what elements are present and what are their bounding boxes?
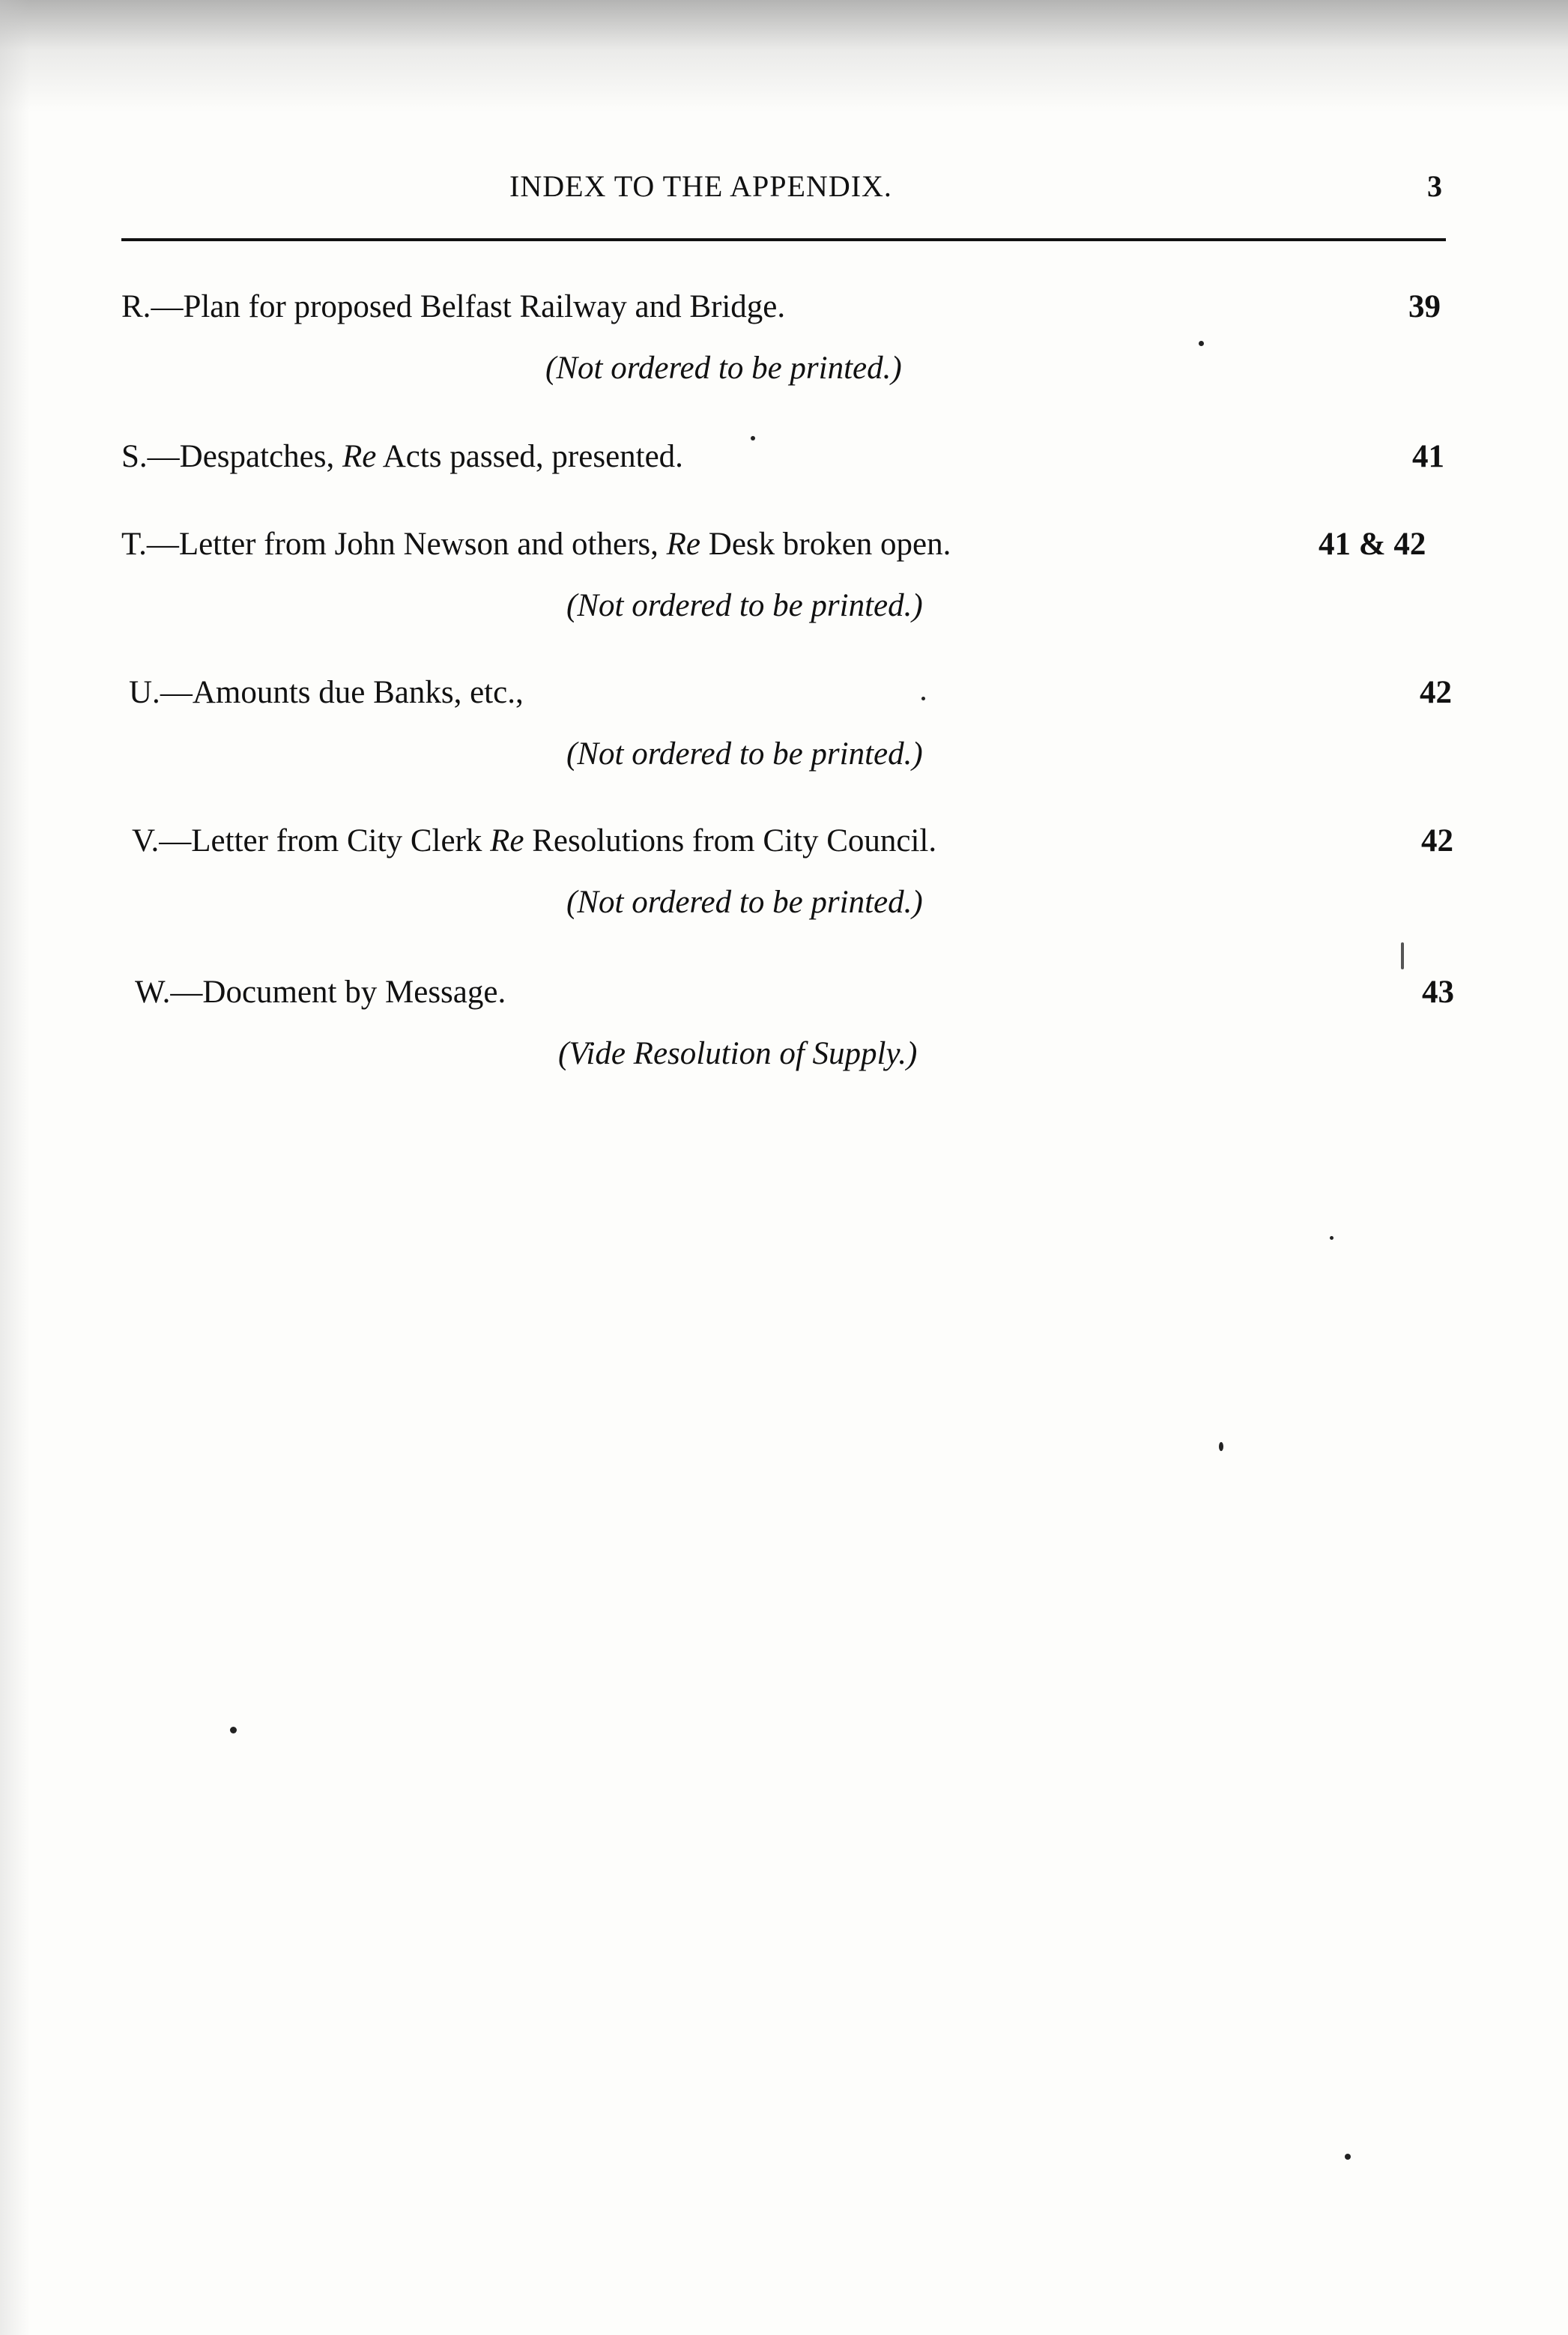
entry-re: Re — [490, 823, 524, 858]
scan-grain-top — [0, 0, 1568, 112]
scan-speck — [230, 1727, 237, 1733]
entry-letter: W. — [135, 975, 171, 1010]
entry-letter: T. — [121, 527, 147, 562]
header-rule — [121, 238, 1446, 241]
scan-speck — [751, 436, 755, 440]
entry-page-number: 42 — [1420, 675, 1452, 710]
scan-speck — [921, 697, 925, 700]
scan-speck — [1219, 1442, 1223, 1451]
scan-speck — [1401, 942, 1404, 969]
page-header — [0, 169, 1568, 221]
entry-note: (Vide Resolution of Supply.) — [558, 1036, 918, 1071]
entry-description: Despatches, — [179, 439, 342, 474]
entry-page-number: 41 — [1412, 439, 1444, 474]
entry-note: (Not ordered to be printed.) — [545, 351, 902, 386]
scan-speck — [1330, 1236, 1334, 1240]
entry-text: W.—Document by Message. — [135, 975, 506, 1010]
entry-page-number: 39 — [1408, 289, 1441, 324]
entry-note: (Not ordered to be printed.) — [566, 885, 923, 920]
entry-letter: V. — [132, 823, 160, 858]
entry-description: Plan for proposed Belfast Railway and Bridge. — [183, 289, 786, 324]
scan-speck — [1345, 2154, 1351, 2160]
page-title: INDEX TO THE APPENDIX. — [509, 169, 892, 203]
entry-text: R.—Plan for proposed Belfast Railway and Bridge. — [121, 289, 786, 324]
entry-letter: U. — [129, 675, 160, 710]
page-number: 3 — [1427, 169, 1442, 203]
entry-note: (Not ordered to be printed.) — [566, 736, 923, 772]
entry-description-rest: Acts passed, presented. — [376, 439, 683, 474]
entry-description: Letter from City Clerk — [191, 823, 491, 858]
entry-page-number: 42 — [1421, 823, 1453, 858]
entry-re: Re — [342, 439, 377, 474]
entry-description: Letter from John Newson and others, — [178, 527, 667, 562]
entry-text: T.—Letter from John Newson and others, Re Desk broken open. — [121, 527, 951, 562]
entry-description: Document by Message. — [202, 975, 506, 1010]
entry-letter: S. — [121, 439, 148, 474]
entry-note: (Not ordered to be printed.) — [566, 588, 923, 623]
entry-text: V.—Letter from City Clerk Re Resolutions from City Council. — [132, 823, 937, 858]
scan-speck — [1199, 341, 1204, 346]
entry-text: U.—Amounts due Banks, etc., — [129, 675, 524, 710]
entry-description-rest: Resolutions from City Council. — [524, 823, 937, 858]
entry-text: S.—Despatches, Re Acts passed, presented. — [121, 439, 683, 474]
entry-letter: R. — [121, 289, 151, 324]
entry-page-number: 43 — [1422, 975, 1454, 1010]
entry-page-number: 41 & 42 — [1319, 527, 1426, 562]
scan-shadow-left — [0, 0, 30, 2335]
entry-description: Amounts due Banks, etc., — [192, 675, 524, 710]
entry-re: Re — [666, 527, 701, 562]
entry-description-rest: Desk broken open. — [700, 527, 951, 562]
